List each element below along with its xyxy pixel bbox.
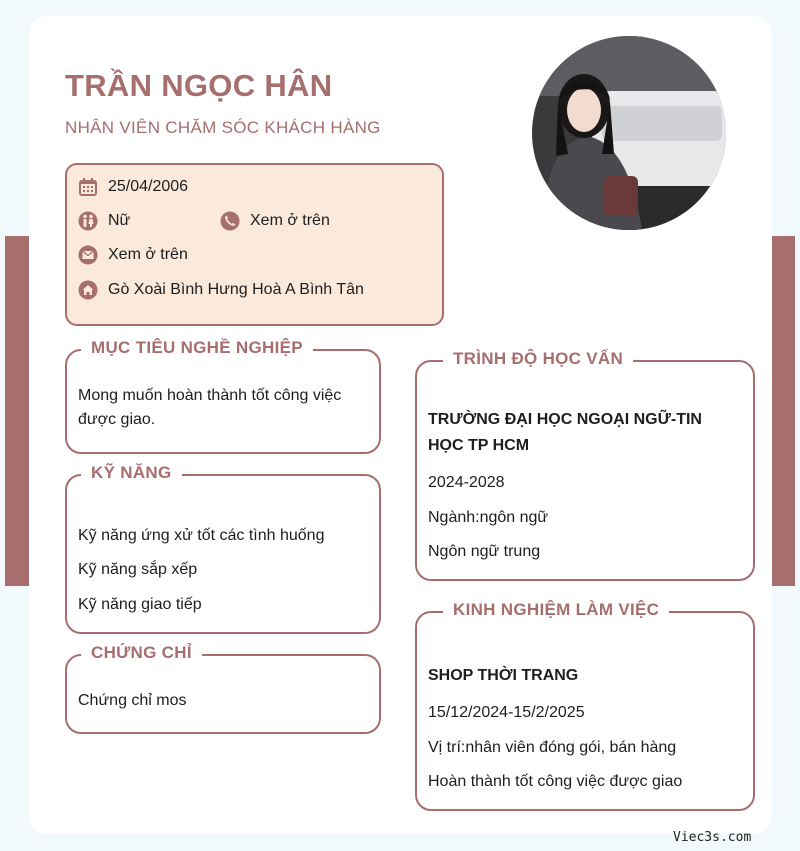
address-row	[78, 280, 364, 300]
email-row	[78, 245, 188, 265]
education-major: Ngành:ngôn ngữ	[428, 509, 549, 526]
experience-position: Vị trí:nhân viên đóng gói, bán hàng	[428, 739, 677, 756]
avatar	[532, 36, 726, 230]
gender-icon	[78, 211, 98, 231]
calendar-icon	[78, 177, 98, 197]
school-name-line-2: HỌC TP HCM	[428, 437, 530, 454]
objective-title: MỤC TIÊU NGHỀ NGHIỆP	[81, 338, 313, 358]
watermark: Viec3s.com	[673, 830, 752, 845]
left-accent-band	[5, 236, 29, 586]
skill-item: Kỹ năng ứng xử tốt các tình huống	[78, 527, 325, 544]
candidate-name: TRẦN NGỌC HÂN	[65, 68, 333, 103]
address-value: Gò Xoài Bình Hưng Hoà A Bình Tân	[108, 281, 364, 298]
education-period: 2024-2028	[428, 474, 505, 491]
experience-title: KINH NGHIỆM LÀM VIỆC	[443, 600, 669, 620]
email-icon	[78, 245, 98, 265]
school-name-line-1: TRƯỜNG ĐẠI HỌC NGOẠI NGỮ-TIN	[428, 411, 702, 428]
certificates-section	[65, 643, 381, 734]
objective-section	[65, 338, 381, 454]
education-section	[415, 349, 755, 581]
email-value: Xem ở trên	[108, 246, 188, 263]
phone-value: Xem ở trên	[250, 212, 330, 229]
objective-line-1: Mong muốn hoàn thành tốt công việc	[78, 387, 342, 404]
birthday-value: 25/04/2006	[108, 178, 189, 195]
phone-row	[220, 211, 330, 231]
home-icon	[78, 280, 98, 300]
education-title: TRÌNH ĐỘ HỌC VẤN	[443, 349, 633, 369]
personal-info-box	[65, 163, 444, 326]
company-name: SHOP THỜI TRANG	[428, 667, 579, 684]
experience-section	[415, 600, 755, 811]
experience-period: 15/12/2024-15/2/2025	[428, 704, 585, 721]
experience-description: Hoàn thành tốt công việc được giao	[428, 773, 683, 790]
phone-icon	[220, 211, 240, 231]
gender-value: Nữ	[108, 212, 131, 229]
certificate-item: Chứng chỉ mos	[78, 692, 187, 709]
skill-item: Kỹ năng giao tiếp	[78, 596, 202, 613]
job-title: NHÂN VIÊN CHĂM SÓC KHÁCH HÀNG	[65, 118, 381, 137]
skills-title: KỸ NĂNG	[81, 463, 182, 483]
right-accent-band	[772, 236, 795, 586]
certificates-title: CHỨNG CHỈ	[81, 643, 202, 663]
skills-section	[65, 463, 381, 634]
birthday-row	[78, 177, 188, 197]
objective-line-2: được giao.	[78, 411, 156, 428]
gender-row	[78, 211, 130, 231]
skill-item: Kỹ năng sắp xếp	[78, 561, 198, 578]
education-detail: Ngôn ngữ trung	[428, 543, 541, 560]
